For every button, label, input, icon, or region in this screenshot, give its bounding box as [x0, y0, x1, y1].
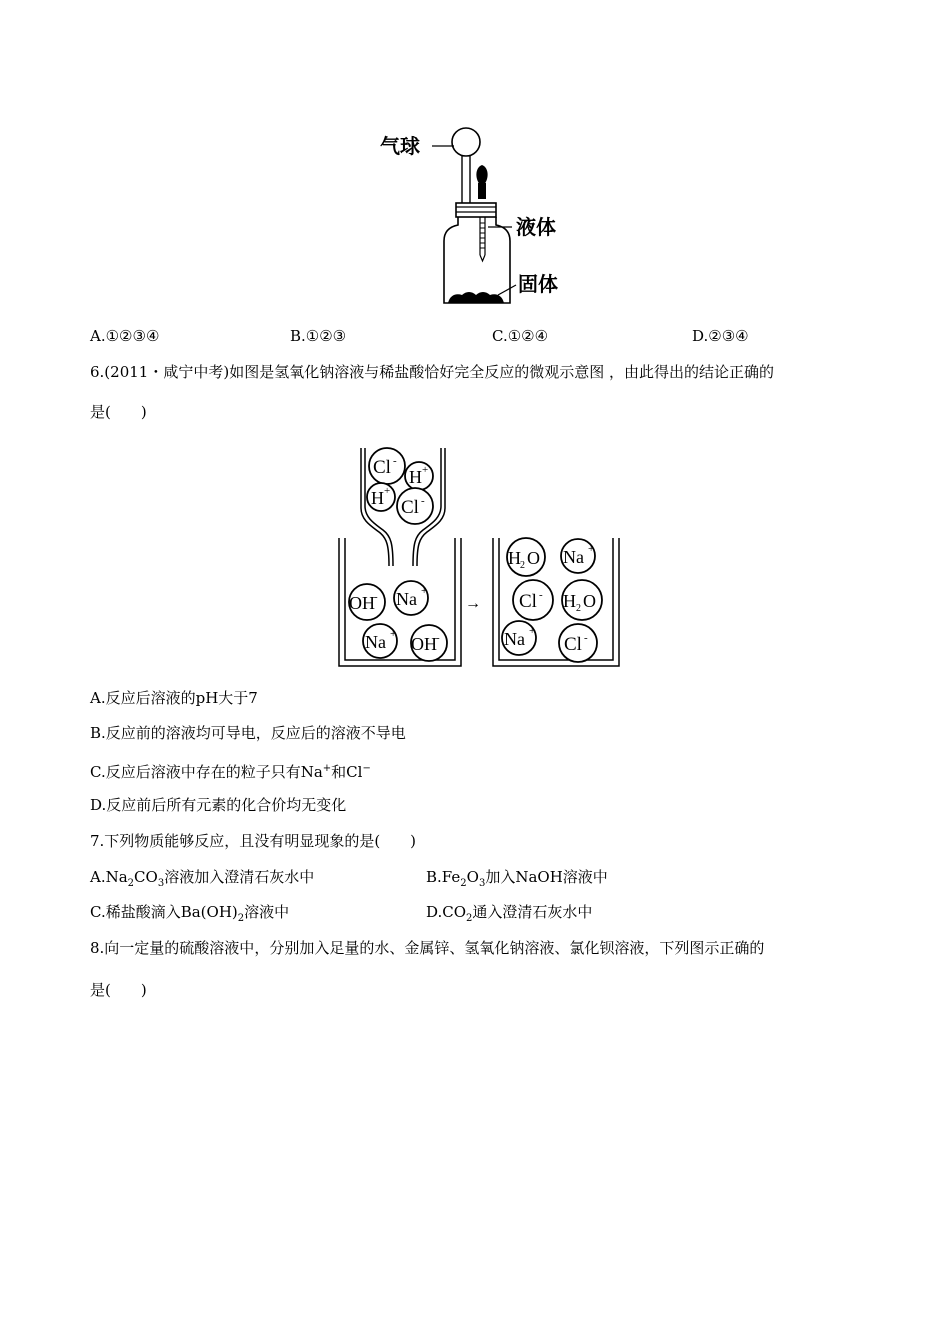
svg-text:Na: Na: [504, 629, 525, 649]
svg-text:OH: OH: [349, 593, 375, 613]
q5-option-d: D.②③④: [692, 327, 749, 345]
ion-na-3: [561, 539, 595, 573]
apparatus-figure: [370, 115, 580, 315]
svg-text:+: +: [588, 543, 595, 555]
q6-option-b: B.反应前的溶液均可导电，反应后的溶液不导电: [90, 724, 406, 742]
svg-text:H: H: [409, 467, 422, 487]
svg-text:O: O: [527, 548, 540, 568]
q6-stem-line1: 6.(2011・咸宁中考)如图是氢氧化钠溶液与稀盐酸恰好完全反应的微观示意图 ，由此得出的结论正确的: [90, 363, 774, 381]
q8-stem-line2: 是( ): [90, 981, 147, 999]
svg-text:H: H: [508, 548, 521, 568]
q5-option-c: C.①②④: [492, 327, 549, 345]
ion-h-2: [367, 483, 395, 511]
svg-text:+: +: [529, 625, 536, 637]
q6-option-c: C.反应后溶液中存在的粒子只有Na+和Cl−: [90, 763, 371, 781]
q7-option-a: $A.Na_2CO_3$溶液加入澄清石灰水中: [90, 868, 315, 889]
ion-h-1: [405, 462, 433, 490]
svg-text:H: H: [563, 591, 576, 611]
reaction-diagram: [335, 438, 625, 676]
svg-text:Na: Na: [563, 547, 584, 567]
q7-stem: 7.下列物质能够反应，且没有明显现象的是( ): [90, 832, 417, 850]
q7-option-c: C.稀盐酸滴入$Ba(OH)_2$溶液中: [90, 903, 290, 924]
liquid-label: 液体: [516, 215, 556, 239]
solid-label: 固体: [518, 272, 558, 296]
q5-option-a: A.①②③④: [90, 327, 160, 345]
ion-oh-2: [411, 625, 447, 661]
svg-text:Cl: Cl: [564, 634, 582, 655]
svg-text:Na: Na: [365, 632, 386, 652]
svg-text:+: +: [422, 464, 429, 476]
molecule-h2o-1: [507, 538, 545, 576]
ion-na-1: [394, 581, 428, 615]
svg-text:2: 2: [520, 560, 525, 571]
svg-text:Cl: Cl: [519, 591, 537, 612]
molecule-h2o-2: [562, 580, 602, 620]
svg-text:+: +: [384, 485, 391, 497]
ion-cl-4: [559, 624, 597, 662]
svg-text:-: -: [393, 455, 397, 467]
q6-stem-line2: 是( ): [90, 403, 147, 421]
ion-na-4: [502, 621, 536, 655]
svg-text:Na: Na: [396, 589, 417, 609]
svg-text:OH: OH: [411, 634, 437, 654]
ion-cl-3: [513, 580, 553, 620]
balloon-label: 气球: [380, 134, 420, 158]
bottle: [444, 217, 510, 303]
ion-cl-2: [397, 488, 433, 524]
ion-cl-1: [369, 448, 405, 484]
svg-text:-: -: [539, 589, 543, 601]
svg-text:Cl: Cl: [401, 497, 419, 518]
reaction-arrow: →: [465, 595, 481, 612]
svg-text:+: +: [421, 585, 428, 597]
balloon: [452, 128, 480, 156]
dropper-bulb: [476, 165, 487, 185]
svg-text:-: -: [436, 632, 440, 644]
q6-option-d: D.反应前后所有元素的化合价均无变化: [90, 796, 347, 814]
solid-pointer: [498, 285, 516, 295]
svg-text:-: -: [421, 495, 425, 507]
svg-text:2: 2: [576, 603, 581, 614]
ion-oh-1: [349, 584, 385, 620]
ion-na-2: [363, 624, 397, 658]
q6-option-a: A.反应后溶液的pH大于7: [90, 689, 258, 707]
svg-text:Cl: Cl: [373, 457, 391, 478]
q7-option-b: $B.Fe_2O_3$加入NaOH溶液中: [426, 868, 608, 889]
svg-text:H: H: [371, 488, 384, 508]
svg-text:+: +: [390, 628, 397, 640]
svg-text:O: O: [583, 591, 596, 611]
stopper: [456, 203, 496, 217]
q7-option-d: $D.CO_2$通入澄清石灰水中: [426, 903, 593, 924]
q8-stem-line1: 8.向一定量的硫酸溶液中，分别加入足量的水、金属锌、氢氧化钠溶液、氯化钡溶液，下列图示正确的: [90, 939, 765, 957]
svg-text:-: -: [584, 632, 588, 644]
q5-option-b: B.①②③: [290, 327, 347, 345]
solid-granules: [448, 292, 504, 303]
svg-text:-: -: [374, 591, 378, 603]
